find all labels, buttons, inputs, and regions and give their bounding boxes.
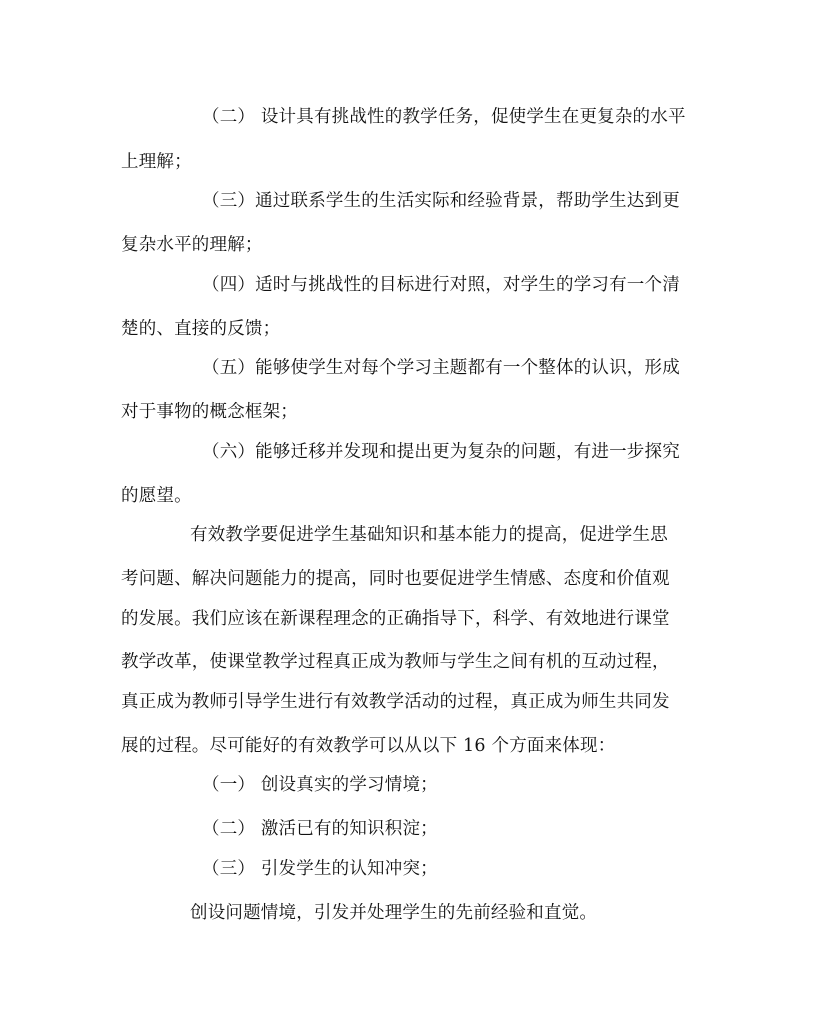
list-item: （三） 引发学生的认知冲突； xyxy=(202,859,438,879)
text-line: 楚的、直接的反馈； xyxy=(121,319,281,339)
list-item: （二） 激活已有的知识积淀； xyxy=(202,819,438,839)
paragraph-line: 展的过程。尽可能好的有效教学可以从以下 16 个方面来体现： xyxy=(121,736,616,756)
list-item: （一） 创设真实的学习情境； xyxy=(202,775,438,795)
text-line: （五）能够使学生对每个学习主题都有一个整体的认识，形成 xyxy=(202,358,680,378)
paragraph-line: 的发展。我们应该在新课程理念的正确指导下，科学、有效地进行课堂 xyxy=(121,609,670,629)
text-line: （四）适时与挑战性的目标进行对照，对学生的学习有一个清 xyxy=(202,275,680,295)
text-line: （六）能够迁移并发现和提出更为复杂的问题，有进一步探究 xyxy=(202,442,680,462)
text-line: （三）通过联系学生的生活实际和经验背景，帮助学生达到更 xyxy=(202,191,680,211)
paragraph-line: 创设问题情境，引发并处理学生的先前经验和直觉。 xyxy=(190,903,598,923)
text-line: 复杂水平的理解； xyxy=(121,235,263,255)
text-line: 的愿望。 xyxy=(121,486,192,506)
text-line: 对于事物的概念框架； xyxy=(121,402,298,422)
text-line: （二） 设计具有挑战性的教学任务，促使学生在更复杂的水平 xyxy=(202,107,686,127)
paragraph-line: 真正成为教师引导学生进行有效教学活动的过程，真正成为师生共同发 xyxy=(121,692,670,712)
text-line: 上理解； xyxy=(121,152,192,172)
paragraph-line: 考问题、解决问题能力的提高，同时也要促进学生情感、态度和价值观 xyxy=(121,569,670,589)
paragraph-line: 有效教学要促进学生基础知识和基本能力的提高，促进学生思 xyxy=(190,525,668,545)
paragraph-line: 教学改革，使课堂教学过程真正成为教师与学生之间有机的互动过程， xyxy=(121,652,670,672)
